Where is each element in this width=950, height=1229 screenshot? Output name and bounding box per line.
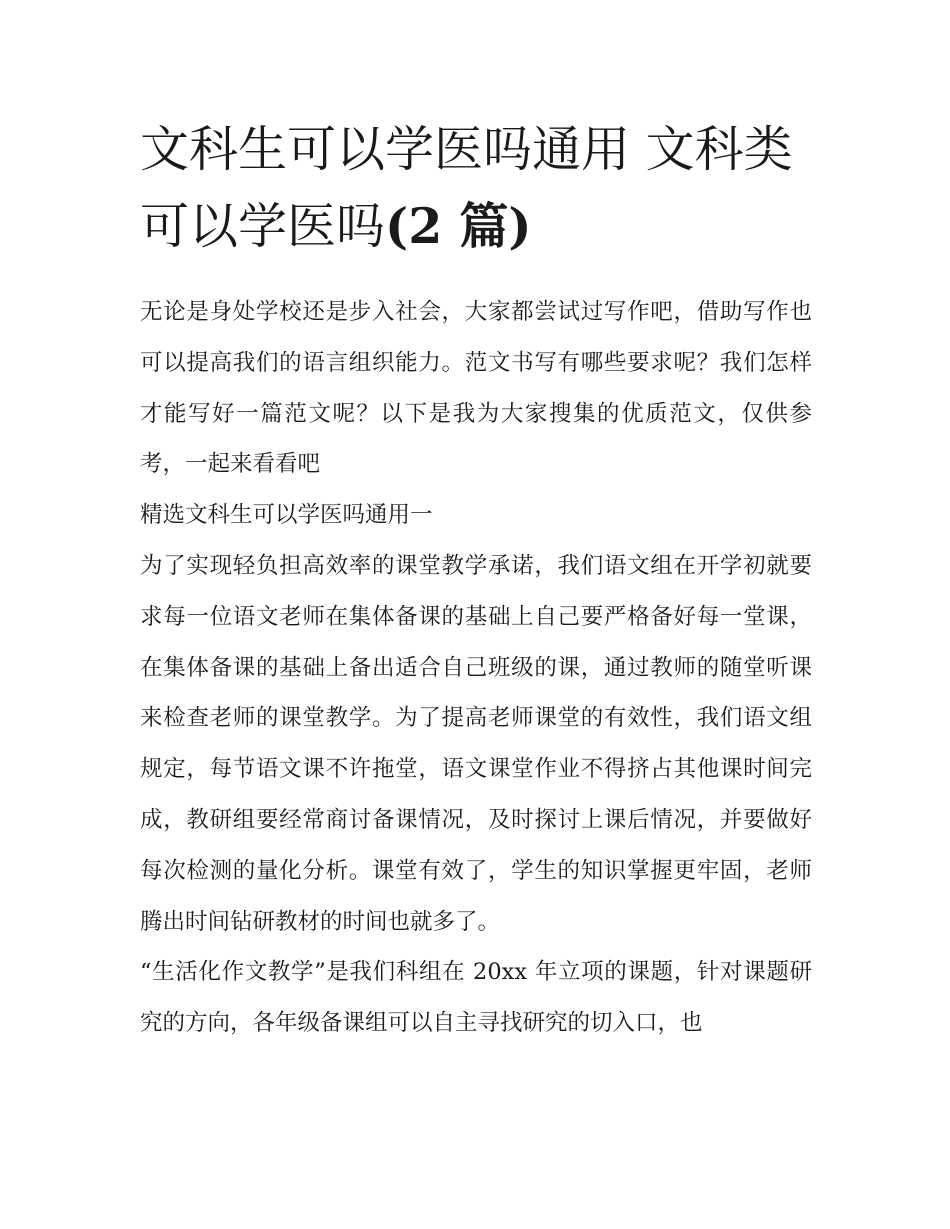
title-main: 文科生可以学医吗通用 文科类可以学医吗	[140, 121, 793, 255]
document-title	[140, 112, 812, 265]
body-paragraph-2: “生活化作文教学”是我们科组在 20xx 年立项的课题，针对课题研究的方向，各年级备课组可以自主寻找研究的切入口，也	[140, 959, 812, 1037]
section-heading: 精选文科生可以学医吗通用一	[140, 502, 433, 529]
title-count: (2 篇)	[385, 197, 532, 255]
document-page	[140, 112, 812, 1049]
body-paragraph-1: 为了实现轻负担高效率的课堂教学承诺，我们语文组在开学初就要求每一位语文老师在集体备课的基础上自己要严格备好每一堂课，在集体备课的基础上备出适合自己班级的课，通过教师的随堂听课来检查老师的课堂教学。为了提高老师课堂的有效性，我们语文组规定，每节语文课不许拖堂，语文课堂作业不得挤占其他课时间完成，教研组要经常商讨备课情况，及时探讨上课后情况，并要做好每次检测的量化分析。课堂有效了，学生的知识掌握更牢固，老师腾出时间钻研教材的时间也就多了。	[140, 552, 812, 935]
intro-paragraph: 无论是身处学校还是步入社会，大家都尝试过写作吧，借助写作也可以提高我们的语言组织能力。范文书写有哪些要求呢？我们怎样才能写好一篇范文呢？以下是我为大家搜集的优质范文，仅供参考，一起来看看吧	[140, 299, 812, 478]
